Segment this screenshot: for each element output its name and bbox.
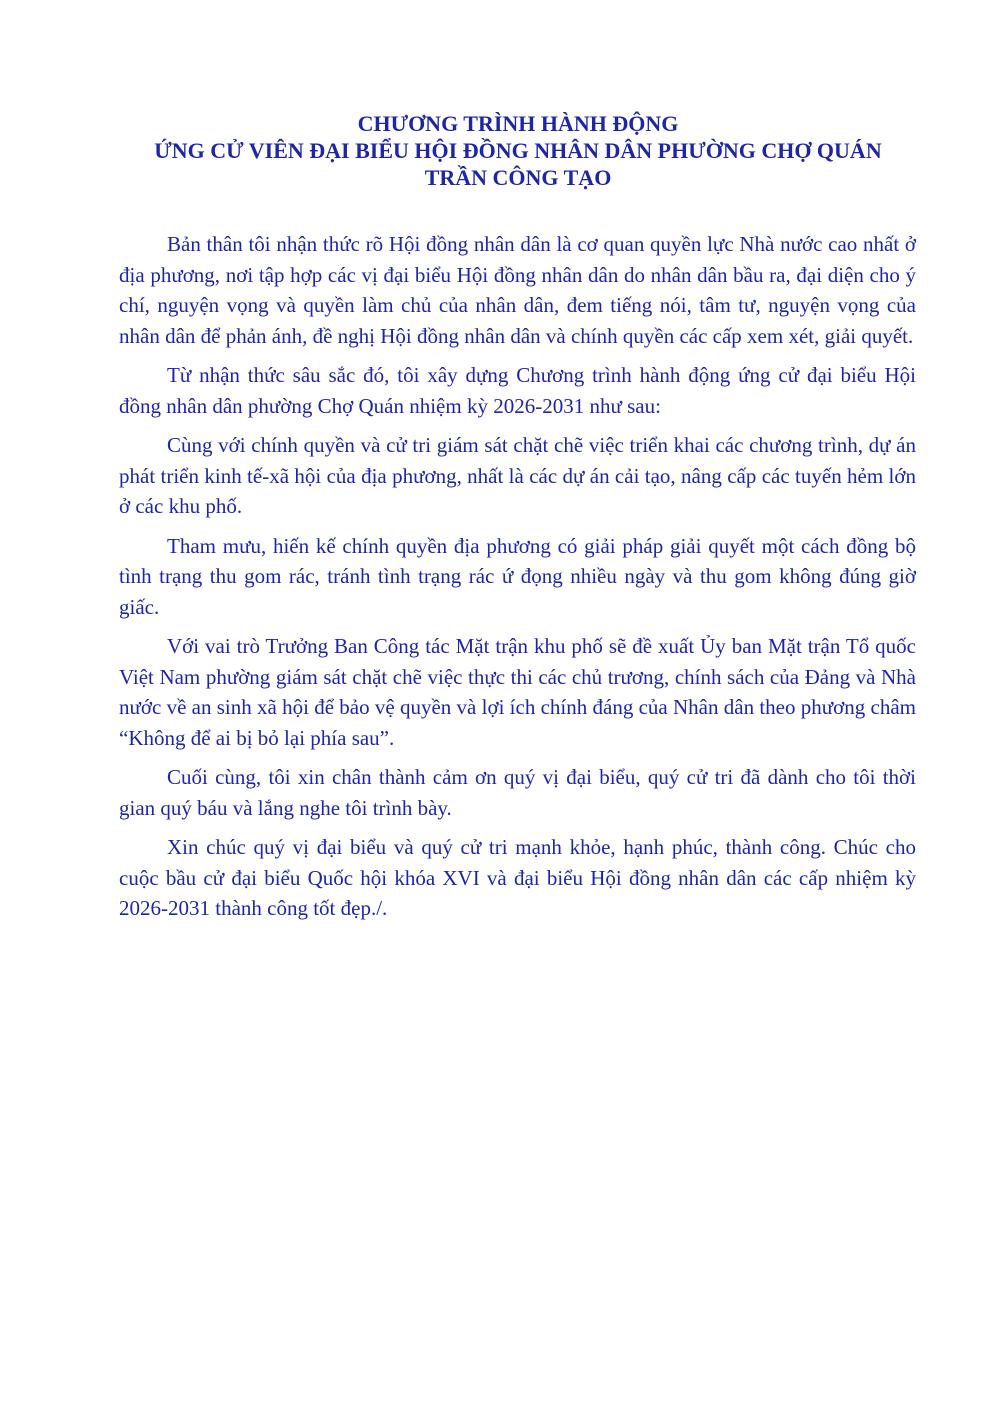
document-body: [119, 229, 916, 933]
paragraph-supervision: Cùng với chính quyền và cử tri giám sát chặt chẽ việc triển khai các chương trình, dự án phát triển kinh tế-xã hội của địa phương, nhất là các dự án cải tạo, nâng cấp các tuyến hẻm lớn ở các khu phố.: [119, 433, 916, 518]
paragraph-awareness: Bản thân tôi nhận thức rõ Hội đồng nhân dân là cơ quan quyền lực Nhà nước cao nhất ở địa phương, nơi tập hợp các vị đại biểu Hội đồng nhân dân do nhân dân bầu ra, đại diện cho ý chí, nguyện vọng và quyền làm chủ của nhân dân, đem tiếng nói, tâm tư, nguyện vọng của nhân dân để phản ánh, đề nghị Hội đồng nhân dân và chính quyền các cấp xem xét, giải quyết.: [119, 232, 916, 348]
document-heading: [100, 110, 936, 191]
paragraph-waste-collection: Tham mưu, hiến kế chính quyền địa phương có giải pháp giải quyết một cách đồng bộ tình trạng thu gom rác, tránh tình trạng rác ứ đọng nhiều ngày và thu gom không đúng giờ giấc.: [119, 533, 916, 619]
heading-line-name: TRẦN CÔNG TẠO: [424, 165, 612, 190]
heading-line-candidate: ỨNG CỬ VIÊN ĐẠI BIỂU HỘI ĐỒNG NHÂN DÂN PHƯỜNG CHỢ QUÁN: [154, 138, 882, 163]
paragraph-program-intro: Từ nhận thức sâu sắc đó, tôi xây dựng Chương trình hành động ứng cử đại biểu Hội đồng nhân dân phường Chợ Quán nhiệm kỳ 2026-2031 như sau:: [119, 363, 916, 418]
paragraph-closing-wishes: Xin chúc quý vị đại biểu và quý cử tri mạnh khỏe, hạnh phúc, thành công. Chúc cho cuộc bầu cử đại biểu Quốc hội khóa XVI và đại biểu Hội đồng nhân dân các cấp nhiệm kỳ 2026-2031 thành công tốt đẹp./.: [119, 835, 916, 920]
paragraph-front-role: Với vai trò Trưởng Ban Công tác Mặt trận khu phố sẽ đề xuất Ủy ban Mặt trận Tổ quốc Việt Nam phường giám sát chặt chẽ việc thực thi các chủ trương, chính sách của Đảng và Nhà nước về an sinh xã hội để bảo vệ quyền và lợi ích chính đáng của Nhân dân theo phương châm “Không để ai bị bỏ lại phía sau”.: [119, 634, 916, 750]
heading-line-program: CHƯƠNG TRÌNH HÀNH ĐỘNG: [357, 111, 679, 136]
paragraph-thanks: Cuối cùng, tôi xin chân thành cảm ơn quý vị đại biểu, quý cử tri đã dành cho tôi thời gian quý báu và lắng nghe tôi trình bày.: [119, 765, 916, 820]
